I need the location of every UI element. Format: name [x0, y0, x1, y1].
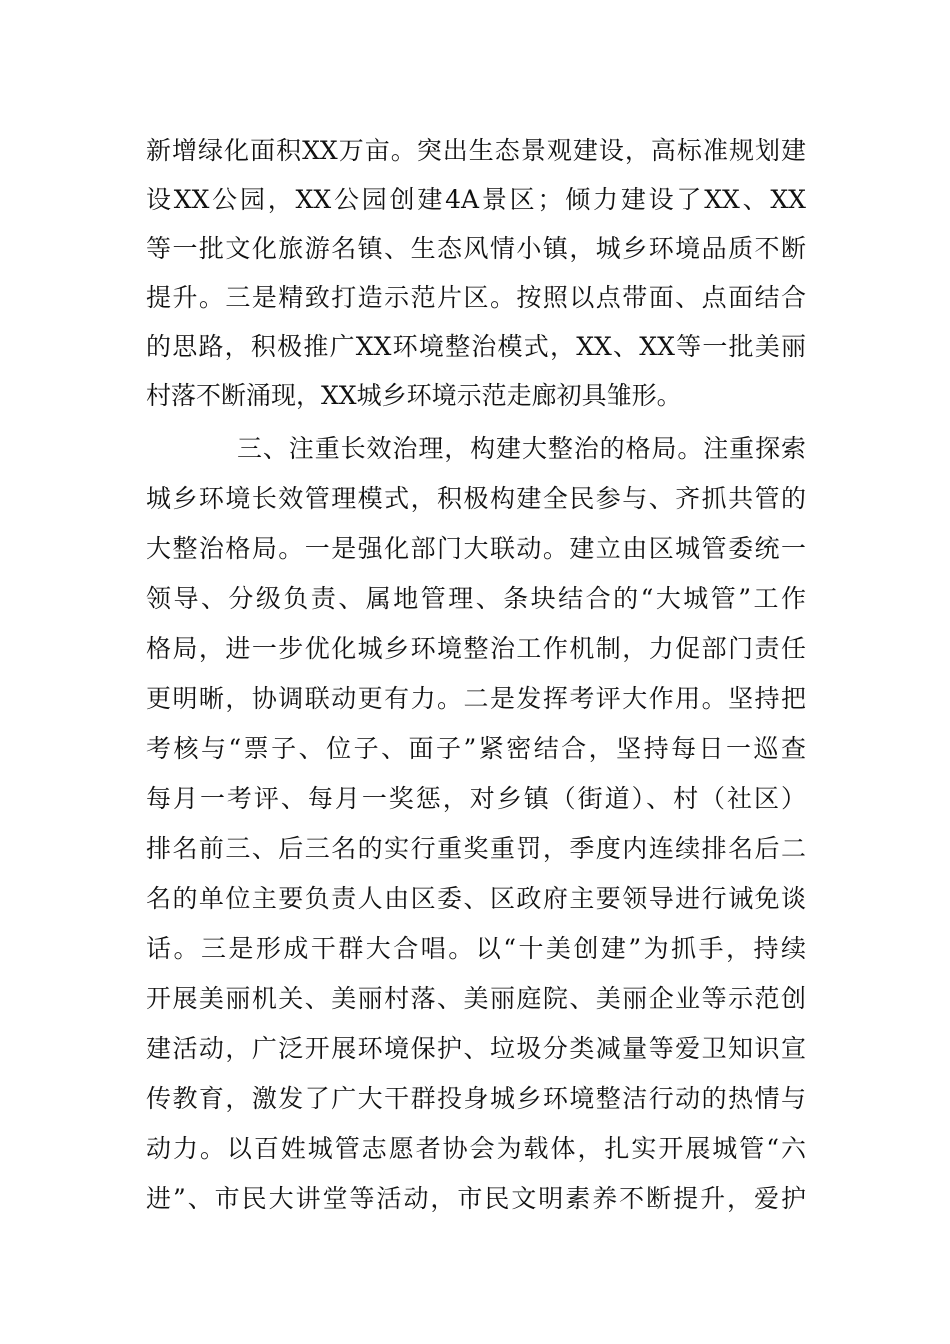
- text-line: 传教育，激发了广大干群投身城乡环境整洁行动的热情与: [146, 1084, 806, 1113]
- text-line: 提升。三是精致打造示范片区。按照以点带面、点面结合: [146, 283, 806, 312]
- text-line: 设XX公园，XX公园创建4A景区；倾力建设了XX、XX: [146, 185, 806, 214]
- text-line: 每月一考评、每月一奖惩，对乡镇（街道）、村（社区）: [146, 784, 806, 813]
- text-line: 等一批文化旅游名镇、生态风情小镇，城乡环境品质不断: [146, 234, 806, 263]
- text-line: 城乡环境长效管理模式，积极构建全民参与、齐抓共管的: [146, 484, 806, 513]
- text-line: 动力。以百姓城管志愿者协会为载体，扎实开展城管“六: [146, 1134, 806, 1163]
- text-line: 名的单位主要负责人由区委、区政府主要领导进行诫免谈: [146, 884, 806, 913]
- text-line: 格局，进一步优化城乡环境整治工作机制，力促部门责任: [146, 634, 806, 663]
- text-line: 建活动，广泛开展环境保护、垃圾分类减量等爱卫知识宣: [146, 1034, 806, 1063]
- text-line: 大整治格局。一是强化部门大联动。建立由区城管委统一: [146, 534, 806, 563]
- text-line: 开展美丽机关、美丽村落、美丽庭院、美丽企业等示范创: [146, 984, 806, 1013]
- text-line: 考核与“票子、位子、面子”紧密结合，坚持每日一巡查: [146, 734, 806, 763]
- text-line: 新增绿化面积XX万亩。突出生态景观建设，高标准规划建: [146, 136, 806, 165]
- text-line: 村落不断涌现，XX城乡环境示范走廊初具雏形。: [146, 381, 682, 410]
- text-line: 排名前三、后三名的实行重奖重罚，季度内连续排名后二: [146, 834, 806, 863]
- text-line: 进”、市民大讲堂等活动，市民文明素养不断提升，爱护: [146, 1184, 806, 1213]
- text-line: 领导、分级负责、属地管理、条块结合的“大城管”工作: [146, 584, 806, 613]
- text-line: 话。三是形成干群大合唱。以“十美创建”为抓手，持续: [146, 934, 806, 963]
- section-heading-line: 三、注重长效治理，构建大整治的格局。注重探索: [237, 434, 806, 463]
- text-line: 的思路，积极推广XX环境整治模式，XX、XX等一批美丽: [146, 332, 806, 361]
- text-line: 更明晰，协调联动更有力。二是发挥考评大作用。坚持把: [146, 684, 806, 713]
